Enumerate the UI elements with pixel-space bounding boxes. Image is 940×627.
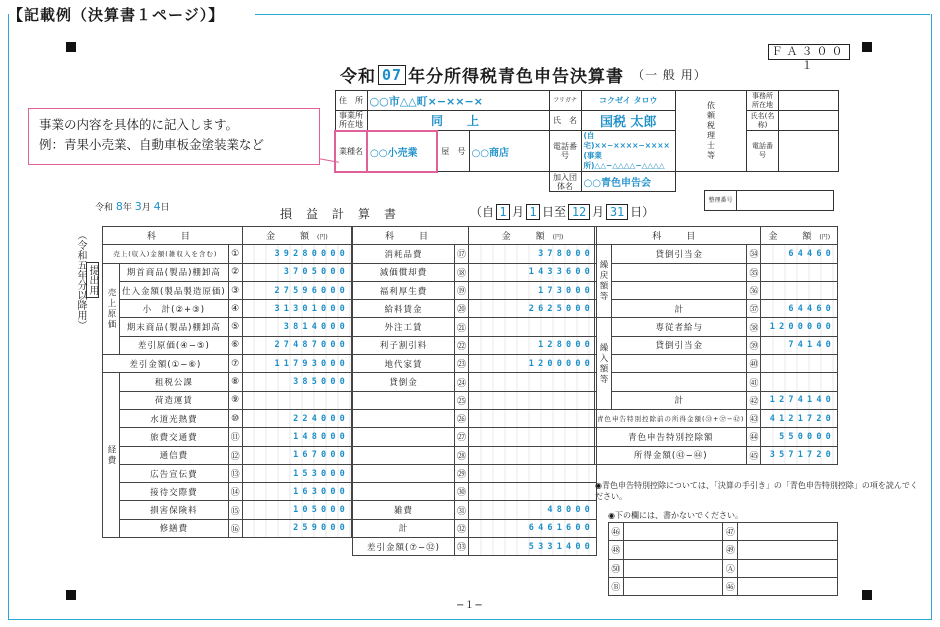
agent-label: 依頼税理士等 xyxy=(676,91,747,172)
office-use-cell xyxy=(623,559,723,577)
row-amount-field[interactable]: 1200000 xyxy=(469,355,597,373)
pl-row xyxy=(353,391,597,409)
row-number: ⑩ xyxy=(228,409,242,427)
row-item-name: 専従者給与 xyxy=(612,318,747,336)
row-amount-field[interactable]: 3705000 xyxy=(242,263,351,281)
pl-row xyxy=(595,263,838,281)
row-amount-field[interactable]: 27487000 xyxy=(242,336,351,354)
pl-row xyxy=(353,355,597,373)
row-number: ⑰ xyxy=(454,245,468,263)
phone-home: (自 宅)××−××××−×××× xyxy=(583,131,670,150)
row-item-name: 青色申告特別控除額 xyxy=(595,428,747,446)
row-item-name: 売上(収入)金額(雑収入を含む) xyxy=(103,245,229,263)
row-amount-field[interactable]: 153000 xyxy=(242,464,351,482)
row-number: ⑯ xyxy=(228,519,242,537)
row-amount-field[interactable]: 148000 xyxy=(242,428,351,446)
pl-row xyxy=(353,245,597,263)
group-label: 経費 xyxy=(103,373,120,538)
row-number: ⑧ xyxy=(228,373,242,391)
name-field[interactable]: 国税 太郎 xyxy=(581,111,676,131)
agent-name-field[interactable] xyxy=(779,111,839,131)
date-day[interactable]: 4 xyxy=(153,200,161,213)
row-item-name xyxy=(612,263,747,281)
pl-column-2 xyxy=(352,226,597,556)
side-tag-bottom: （令和五年分以降用） xyxy=(75,230,86,330)
row-amount-field[interactable] xyxy=(761,263,838,281)
office-use-label: ㊾ xyxy=(723,541,738,559)
agent-office-field[interactable] xyxy=(779,91,839,111)
taxpayer-info-table xyxy=(334,90,839,192)
pl-row xyxy=(103,300,352,318)
row-item-name: 計 xyxy=(612,391,747,409)
assoc-field[interactable]: ○○青色申告会 xyxy=(581,172,676,192)
side-tag-top: 提出用 xyxy=(86,262,99,298)
row-amount-field[interactable]: 224000 xyxy=(242,409,351,427)
pl-row xyxy=(595,446,838,464)
row-item-name: 接待交際費 xyxy=(120,483,229,501)
accounting-period: （自 1 月 1 日至 12 月 31 日） xyxy=(470,204,655,219)
side-tag xyxy=(75,230,98,330)
row-number: ㉔ xyxy=(454,373,468,391)
row-amount-field[interactable]: 163000 xyxy=(242,483,351,501)
row-item-name: 外注工賃 xyxy=(353,318,455,336)
pl-row xyxy=(103,501,352,519)
pl-row xyxy=(103,318,352,336)
group-label: 繰入額等 xyxy=(595,318,612,409)
row-amount-field[interactable]: 259000 xyxy=(242,519,351,537)
row-number: ㉞ xyxy=(747,245,761,263)
pl-row xyxy=(353,519,597,537)
registration-mark-top-left xyxy=(66,42,76,52)
row-amount-field[interactable]: 74140 xyxy=(761,336,838,354)
row-item-name: 差引金額(⑦−㉜) xyxy=(353,538,455,556)
row-amount-field[interactable] xyxy=(469,409,597,427)
registration-mark-top-right xyxy=(862,42,872,52)
row-item-name xyxy=(612,355,747,373)
row-amount-field[interactable]: 31301000 xyxy=(242,300,351,318)
row-item-name: 損害保険料 xyxy=(120,501,229,519)
pl-row xyxy=(595,336,838,354)
row-item-name: 旅費交通費 xyxy=(120,428,229,446)
group-label: 売上原価 xyxy=(103,263,120,354)
row-amount-field[interactable] xyxy=(242,391,351,409)
row-amount-field[interactable]: 105000 xyxy=(242,501,351,519)
pl-row xyxy=(103,464,352,482)
office-use-row xyxy=(609,577,838,595)
office-use-cell xyxy=(738,577,838,595)
pl-row xyxy=(103,391,352,409)
office-use-label: ㊼ xyxy=(723,523,738,541)
row-number: ⑲ xyxy=(454,281,468,299)
assoc-label: 加入団体名 xyxy=(549,172,581,192)
row-number: ⑥ xyxy=(228,336,242,354)
row-amount-field[interactable] xyxy=(761,281,838,299)
title-year[interactable]: 07 xyxy=(378,65,406,85)
row-number: ⑤ xyxy=(228,318,242,336)
title-sub: （一 般 用） xyxy=(632,68,707,82)
pl-row xyxy=(103,336,352,354)
row-amount-field[interactable]: 173000 xyxy=(469,281,597,299)
form-title xyxy=(340,62,707,87)
pl-row xyxy=(353,464,597,482)
row-item-name: 期首商品(製品)棚卸高 xyxy=(120,263,229,281)
furigana-label: フリガナ xyxy=(549,91,581,111)
row-amount-field[interactable]: 385000 xyxy=(242,373,351,391)
pl-row xyxy=(353,281,597,299)
pl-row xyxy=(595,318,838,336)
row-number: ㉟ xyxy=(747,263,761,281)
pl-row xyxy=(353,483,597,501)
address-field[interactable]: ○○市△△町×−××−× xyxy=(367,91,549,111)
office-field[interactable]: 同 上 xyxy=(367,111,549,131)
pl-row xyxy=(353,428,597,446)
pl-row xyxy=(353,373,597,391)
row-amount-field[interactable]: 1200000 xyxy=(761,318,838,336)
row-amount-field[interactable] xyxy=(469,428,597,446)
callout-line-2: 例：青果小売業、自動車板金塗装業など xyxy=(39,137,265,152)
phone-field[interactable] xyxy=(581,131,676,172)
row-item-name: 修繕費 xyxy=(120,519,229,537)
row-number: ⑳ xyxy=(454,300,468,318)
row-item-name: 荷造運賃 xyxy=(120,391,229,409)
org-number-field[interactable] xyxy=(737,191,834,211)
pl-row xyxy=(353,501,597,519)
row-item-name: 消耗品費 xyxy=(353,245,455,263)
pl-row xyxy=(353,446,597,464)
col1-amount-header: 金 額(円) xyxy=(242,227,351,245)
pl-row xyxy=(595,391,838,409)
row-amount-field[interactable]: 48000 xyxy=(469,501,597,519)
pl-row xyxy=(353,538,597,556)
row-amount-field[interactable]: 39280000 xyxy=(242,245,351,263)
row-number: ㉑ xyxy=(454,318,468,336)
pl-row xyxy=(595,300,838,318)
pl-row xyxy=(595,373,838,391)
pl-row xyxy=(353,300,597,318)
office-use-label: ㊻ xyxy=(723,577,738,595)
row-amount-field[interactable]: 11793000 xyxy=(242,355,351,373)
office-use-cell xyxy=(738,541,838,559)
row-number: ㊳ xyxy=(747,318,761,336)
row-item-name: 利子割引料 xyxy=(353,336,455,354)
pl-column-1 xyxy=(102,226,352,538)
pl-row xyxy=(595,409,838,427)
row-amount-field[interactable]: 128000 xyxy=(469,336,597,354)
office-use-label: ㊽ xyxy=(609,541,624,559)
row-amount-field[interactable]: 550000 xyxy=(761,428,838,446)
row-item-name: 貸倒金 xyxy=(353,373,455,391)
row-amount-field[interactable]: 3571720 xyxy=(761,446,838,464)
row-number: ⑪ xyxy=(228,428,242,446)
row-number: ⑮ xyxy=(228,501,242,519)
row-item-name: 給料賃金 xyxy=(353,300,455,318)
row-number: ㉙ xyxy=(454,464,468,482)
pl-row xyxy=(595,355,838,373)
row-item-name: 所得金額(㊸−㊹) xyxy=(595,446,747,464)
office-use-grid xyxy=(608,522,838,596)
row-number: ⑱ xyxy=(454,263,468,281)
business-label: 業種名 xyxy=(335,131,367,172)
row-number: ④ xyxy=(228,300,242,318)
pl-row xyxy=(353,336,597,354)
col2-amount-header: 金 額(円) xyxy=(469,227,597,245)
filing-date: 令和 8年 3月 4日 xyxy=(95,200,170,213)
date-month[interactable]: 3 xyxy=(134,200,142,213)
office-use-label: ㊻ xyxy=(609,523,624,541)
org-number-label: 整理番号 xyxy=(705,191,737,211)
row-number: ⑦ xyxy=(228,355,242,373)
office-use-row xyxy=(609,559,838,577)
row-number: ㉝ xyxy=(454,538,468,556)
col1-item-header: 科 目 xyxy=(103,227,243,245)
registration-mark-bottom-right xyxy=(862,590,872,600)
agent-phone-label: 電話番号 xyxy=(747,131,779,172)
row-amount-field[interactable]: 1274140 xyxy=(761,391,838,409)
row-amount-field[interactable] xyxy=(761,355,838,373)
row-item-name: 差引金額(①−⑥) xyxy=(103,355,229,373)
row-number: ㊸ xyxy=(747,409,761,427)
row-item-name: 減価償却費 xyxy=(353,263,455,281)
col3-amount-header: 金 額(円) xyxy=(761,227,838,245)
row-number: ㊺ xyxy=(747,446,761,464)
row-amount-field[interactable]: 6461600 xyxy=(469,519,597,537)
address-label: 住 所 xyxy=(335,91,367,111)
pl-title: 損益計算書 xyxy=(280,207,411,221)
row-item-name xyxy=(353,446,455,464)
furigana-field[interactable]: コクゼイ タロウ xyxy=(581,91,676,111)
period-from-day[interactable]: 1 xyxy=(526,204,540,220)
row-item-name: 小 計(②+③) xyxy=(120,300,229,318)
row-amount-field[interactable]: 2625000 xyxy=(469,300,597,318)
office-use-cell xyxy=(738,523,838,541)
row-amount-field[interactable]: 27596000 xyxy=(242,281,351,299)
row-number: ③ xyxy=(228,281,242,299)
do-not-write-note: ◉下の欄には、書かないでください。 xyxy=(608,511,743,520)
row-amount-field[interactable]: 64460 xyxy=(761,245,838,263)
phone-office: (事業所)△△−△△△△−△△△△ xyxy=(583,151,665,170)
pl-row xyxy=(103,483,352,501)
name-label: 氏 名 xyxy=(549,111,581,131)
period-to-day[interactable]: 31 xyxy=(606,204,628,220)
row-number: ㊷ xyxy=(747,391,761,409)
col2-item-header: 科 目 xyxy=(353,227,469,245)
office-use-label: Ⓐ xyxy=(723,559,738,577)
row-number: ㉓ xyxy=(454,355,468,373)
row-item-name: 計 xyxy=(612,300,747,318)
pl-row xyxy=(353,409,597,427)
pl-row xyxy=(353,318,597,336)
row-item-name: 計 xyxy=(353,519,455,537)
row-amount-field[interactable]: 378000 xyxy=(469,245,597,263)
title-main: 年分所得税青色申告決算書 xyxy=(408,67,625,87)
row-item-name: 期末商品(製品)棚卸高 xyxy=(120,318,229,336)
col3-item-header: 科 目 xyxy=(595,227,761,245)
row-item-name xyxy=(612,373,747,391)
page-header-title: 【記載例（決算書１ページ）】 xyxy=(8,6,225,24)
registration-mark-bottom-left xyxy=(66,590,76,600)
row-item-name: 青色申告特別控除前の所得金額(㉝+㊲−㊷) xyxy=(595,409,747,427)
row-item-name xyxy=(612,281,747,299)
row-item-name xyxy=(353,428,455,446)
row-number: ① xyxy=(228,245,242,263)
row-number: ㊴ xyxy=(747,336,761,354)
row-amount-field[interactable] xyxy=(469,373,597,391)
row-number: ⑨ xyxy=(228,391,242,409)
row-number: ㉖ xyxy=(454,409,468,427)
office-use-row xyxy=(609,541,838,559)
row-amount-field[interactable]: 3814000 xyxy=(242,318,351,336)
trade-field[interactable]: ○○商店 xyxy=(469,131,549,172)
row-number: ㊲ xyxy=(747,300,761,318)
row-item-name: 福利厚生費 xyxy=(353,281,455,299)
row-item-name: 通信費 xyxy=(120,446,229,464)
agent-phone-field[interactable] xyxy=(779,131,839,172)
row-amount-field[interactable] xyxy=(761,373,838,391)
row-item-name: 貸倒引当金 xyxy=(612,245,747,263)
office-use-cell xyxy=(623,541,723,559)
pl-row xyxy=(103,263,352,281)
form-code: ＦＡ３００１ xyxy=(768,44,850,60)
row-number: ㉜ xyxy=(454,519,468,537)
pl-row xyxy=(103,409,352,427)
row-number: ㉚ xyxy=(454,483,468,501)
office-use-cell xyxy=(623,577,723,595)
row-item-name: 地代家賃 xyxy=(353,355,455,373)
date-year[interactable]: 8 xyxy=(115,200,123,213)
row-number: ⑫ xyxy=(228,446,242,464)
row-number: ㊵ xyxy=(747,355,761,373)
agent-office-label: 事務所所在地 xyxy=(747,91,779,111)
row-amount-field[interactable] xyxy=(469,446,597,464)
phone-label: 電話番号 xyxy=(549,131,581,172)
row-number: ② xyxy=(228,263,242,281)
pl-row xyxy=(103,281,352,299)
row-amount-field[interactable]: 4121720 xyxy=(761,409,838,427)
row-number: ㊶ xyxy=(747,373,761,391)
row-number: ㉒ xyxy=(454,336,468,354)
row-item-name: 雑費 xyxy=(353,501,455,519)
row-amount-field[interactable] xyxy=(469,391,597,409)
row-item-name xyxy=(353,483,455,501)
agent-name-label: 氏名(名称) xyxy=(747,111,779,131)
pl-row xyxy=(103,446,352,464)
business-field[interactable]: ○○小売業 xyxy=(367,131,437,172)
special-deduction-note: ◉青色申告特別控除については、「決算の手引き」の「青色申告特別控除」の項を読んでください。 xyxy=(595,481,918,501)
pl-row xyxy=(595,428,838,446)
row-amount-field[interactable]: 1433600 xyxy=(469,263,597,281)
period-to-month[interactable]: 12 xyxy=(568,204,590,220)
pl-row xyxy=(103,519,352,537)
row-amount-field[interactable]: 167000 xyxy=(242,446,351,464)
row-amount-field[interactable] xyxy=(469,318,597,336)
title-prefix: 令和 xyxy=(340,67,376,87)
row-item-name xyxy=(353,391,455,409)
row-number: ㉘ xyxy=(454,446,468,464)
office-use-cell xyxy=(738,559,838,577)
row-item-name xyxy=(353,409,455,427)
page-number: −１− xyxy=(456,600,483,611)
row-amount-field[interactable]: 64460 xyxy=(761,300,838,318)
row-amount-field[interactable] xyxy=(469,483,597,501)
row-number: ㉗ xyxy=(454,428,468,446)
office-use-label: Ⓑ xyxy=(609,577,624,595)
row-number: ㊱ xyxy=(747,281,761,299)
group-label: 繰戻額等 xyxy=(595,245,612,318)
row-amount-field[interactable] xyxy=(469,464,597,482)
row-number: ㉛ xyxy=(454,501,468,519)
pl-row xyxy=(595,281,838,299)
row-item-name: 貸倒引当金 xyxy=(612,336,747,354)
pl-row xyxy=(103,355,352,373)
row-amount-field[interactable]: 5331400 xyxy=(469,538,597,556)
pl-column-3 xyxy=(594,226,838,465)
row-item-name: 仕入金額(製品製造原価) xyxy=(120,281,229,299)
row-number: ⑬ xyxy=(228,464,242,482)
pl-row xyxy=(353,263,597,281)
instruction-callout xyxy=(28,108,320,165)
trade-label: 屋 号 xyxy=(437,131,469,172)
row-item-name: 租税公課 xyxy=(120,373,229,391)
period-from-month[interactable]: 1 xyxy=(496,204,510,220)
row-item-name xyxy=(353,464,455,482)
row-item-name: 水道光熱費 xyxy=(120,409,229,427)
office-use-label: ㊿ xyxy=(609,559,624,577)
callout-line-1: 事業の内容を具体的に記入します。 xyxy=(39,117,239,132)
row-item-name: 広告宣伝費 xyxy=(120,464,229,482)
row-number: ⑭ xyxy=(228,483,242,501)
pl-row xyxy=(103,373,352,391)
row-item-name: 差引原価(④−⑤) xyxy=(120,336,229,354)
pl-row xyxy=(595,245,838,263)
org-number-table xyxy=(704,190,834,211)
office-label: 事業所所在地 xyxy=(335,111,367,131)
office-use-row xyxy=(609,523,838,541)
office-use-cell xyxy=(623,523,723,541)
pl-row xyxy=(103,428,352,446)
pl-row xyxy=(103,245,352,263)
row-number: ㉕ xyxy=(454,391,468,409)
row-number: ㊹ xyxy=(747,428,761,446)
